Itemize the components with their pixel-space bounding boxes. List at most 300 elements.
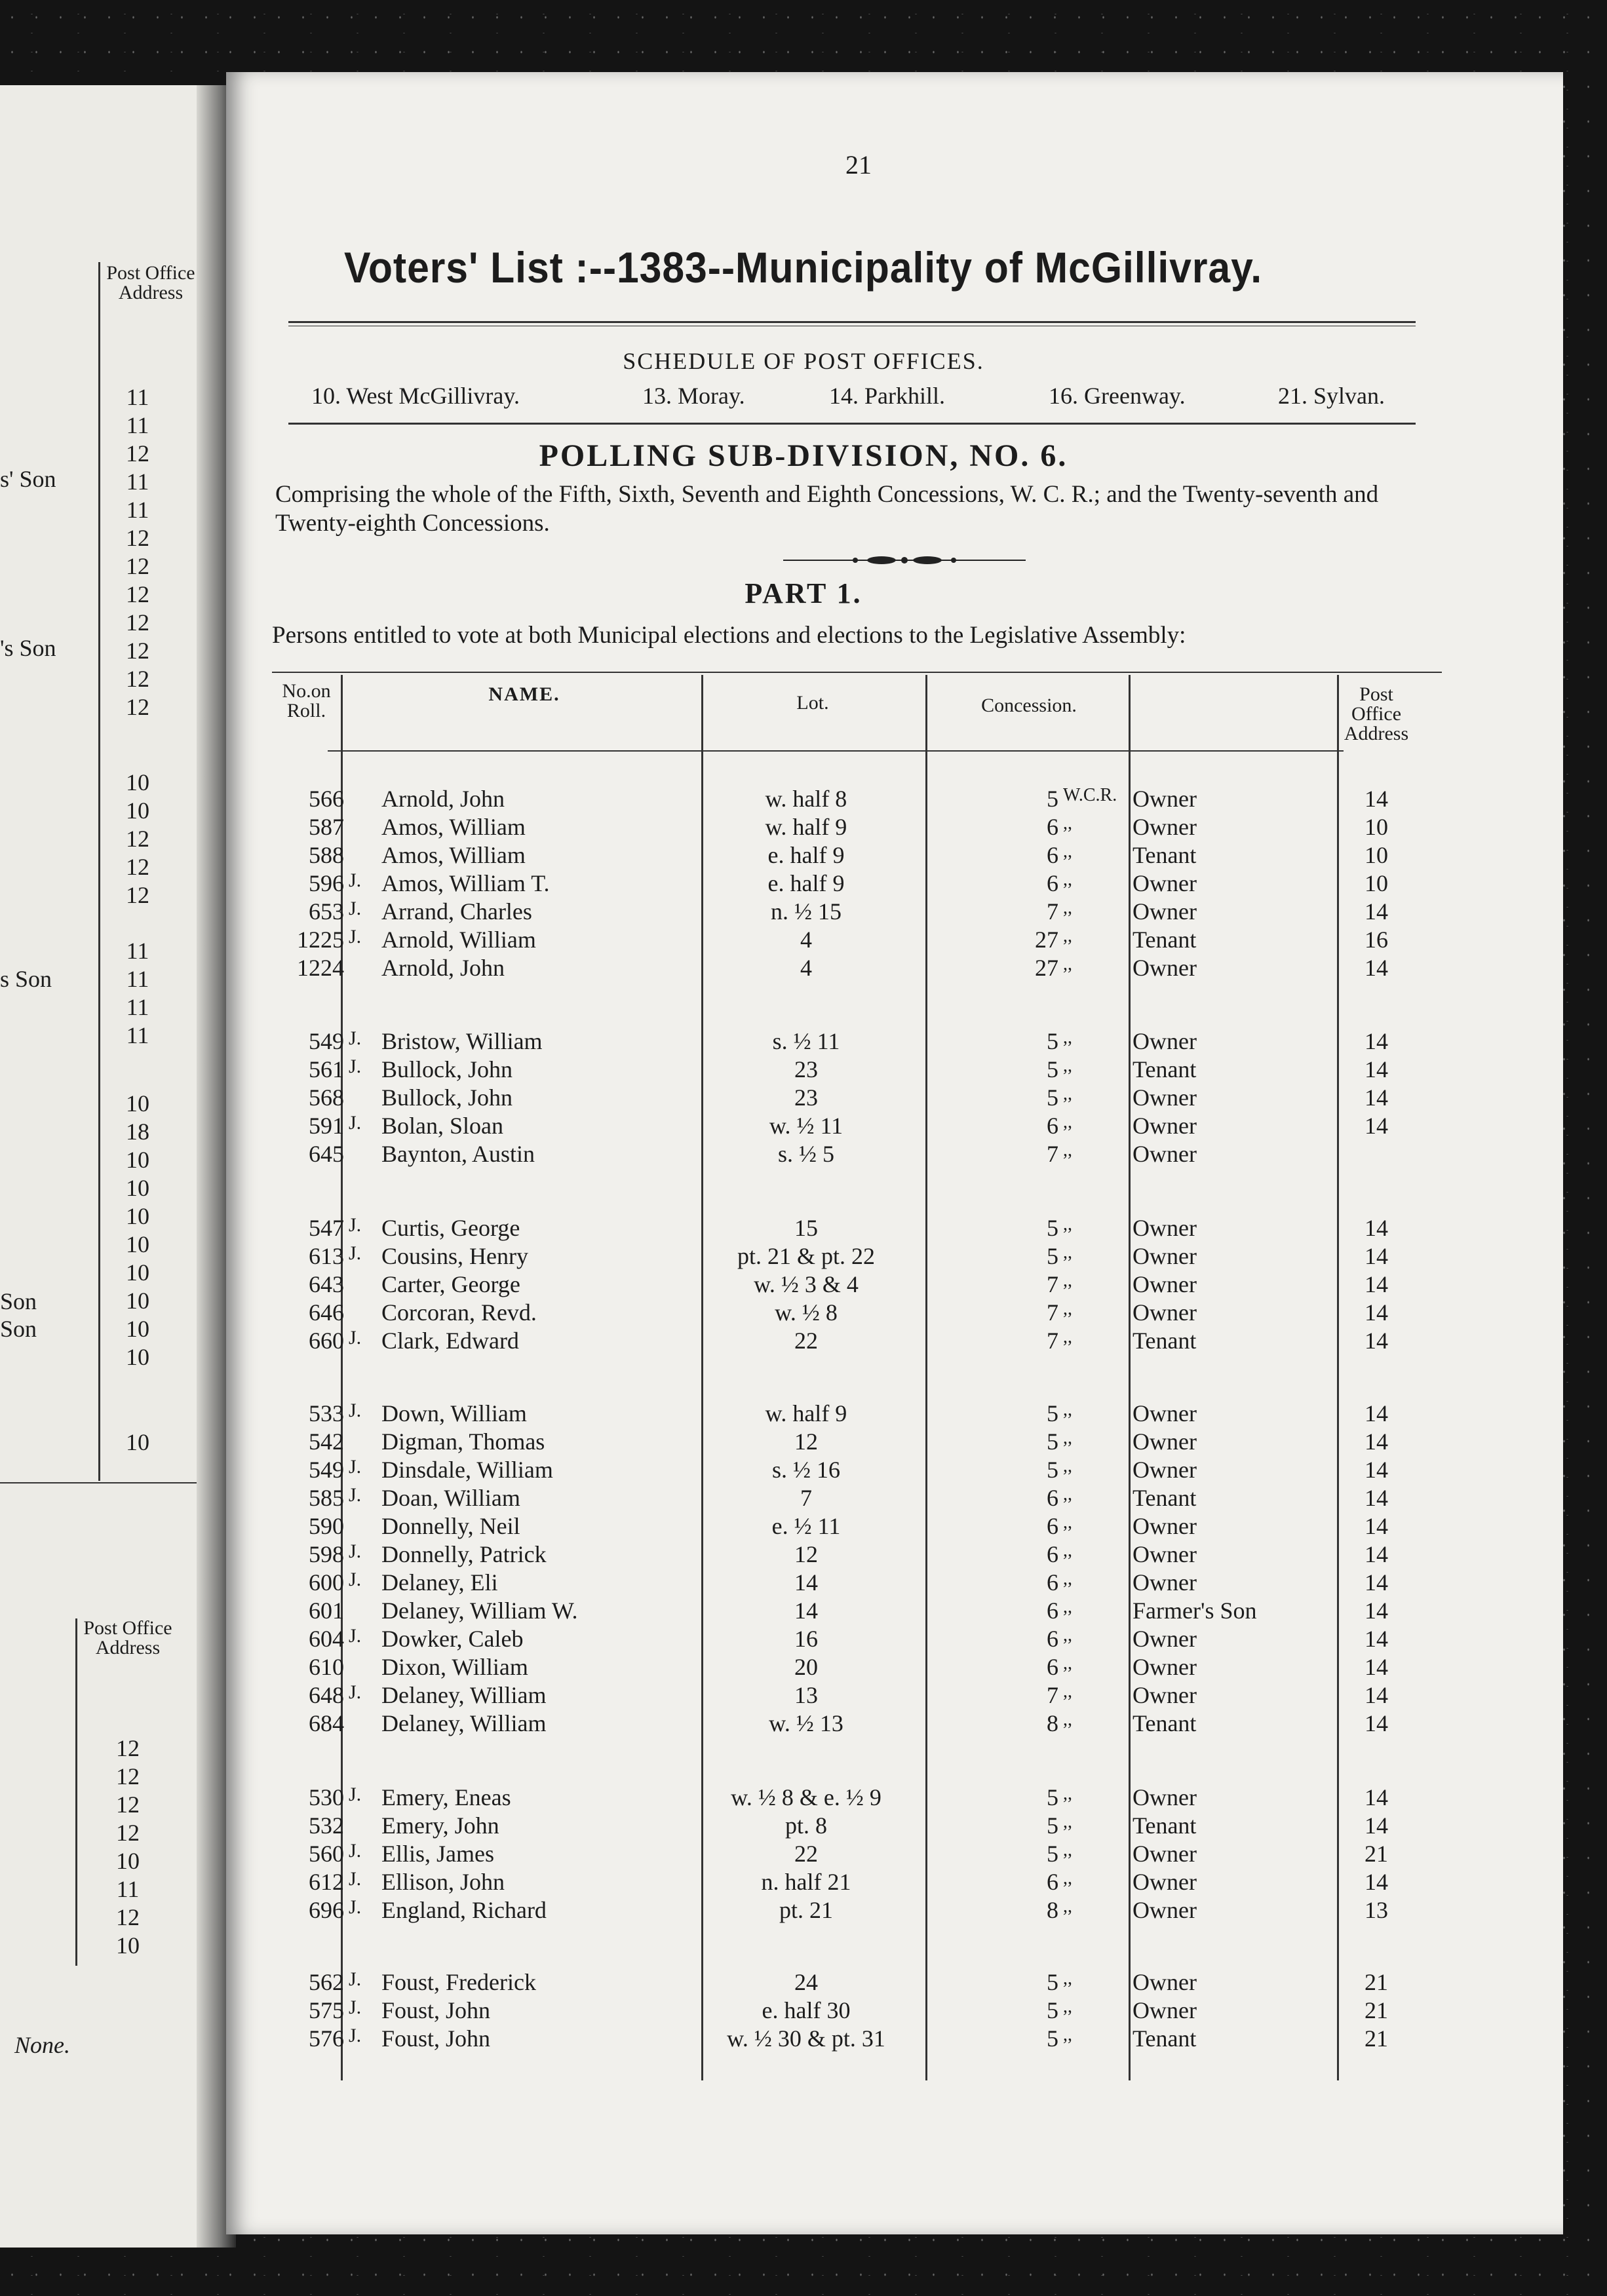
table-row — [0, 1784, 1607, 1811]
left-po-number: 12 — [126, 609, 149, 636]
concession-number: 5 — [1047, 786, 1058, 812]
lot-cell: 12 — [794, 1541, 818, 1567]
title-rule — [288, 321, 1416, 323]
concession-number: 5 — [1047, 1457, 1058, 1483]
status-cell: Owner — [1133, 1400, 1197, 1426]
roll-number: 542 — [309, 1428, 344, 1455]
concession-number: 6 — [1047, 1626, 1058, 1652]
concession-number: 7 — [1047, 1299, 1058, 1326]
table-row — [0, 1084, 1607, 1111]
lot-cell: e. half 9 — [767, 870, 845, 896]
status-cell: Tenant — [1133, 842, 1197, 868]
left-post-office-header: Post Office Address — [83, 1617, 172, 1658]
left-po-number: 11 — [126, 1022, 149, 1048]
left-po-number: 12 — [116, 1763, 140, 1789]
post-office-cell: 14 — [1365, 1056, 1388, 1082]
table-row — [0, 1840, 1607, 1867]
concession-number: 6 — [1047, 870, 1058, 896]
concession-number: 5 — [1047, 1428, 1058, 1455]
table-row — [0, 1027, 1607, 1055]
voter-name: Bullock, John — [381, 1084, 513, 1111]
roll-number: 643 — [309, 1271, 344, 1297]
left-po-number: 12 — [116, 1904, 140, 1930]
roll-number: 613 — [309, 1243, 344, 1269]
post-office-cell: 14 — [1365, 1457, 1388, 1483]
ditto-mark: ,, — [1063, 1271, 1072, 1291]
voter-name: Delaney, Eli — [381, 1569, 498, 1596]
juror-mark: J. — [349, 1569, 362, 1590]
lot-cell: 14 — [794, 1598, 818, 1624]
post-office-cell: 14 — [1365, 1485, 1388, 1511]
table-row — [0, 1597, 1607, 1624]
ditto-mark: ,, — [1063, 813, 1072, 833]
roll-number: 533 — [309, 1400, 344, 1426]
voter-name: Arnold, John — [381, 955, 505, 981]
table-row — [0, 1968, 1607, 1996]
ditto-mark: ,, — [1063, 1484, 1072, 1504]
concession-number: 5 — [1047, 1997, 1058, 2023]
lot-cell: s. ½ 5 — [777, 1141, 834, 1167]
voter-name: Digman, Thomas — [381, 1428, 545, 1455]
lot-cell: 15 — [794, 1215, 818, 1241]
post-office-cell: 14 — [1365, 1784, 1388, 1810]
voter-name: Arnold, John — [381, 786, 505, 812]
juror-mark: J. — [349, 1625, 362, 1647]
post-office-cell: 14 — [1365, 1271, 1388, 1297]
ditto-mark: ,, — [1063, 1997, 1072, 2017]
voter-name: Delaney, William W. — [381, 1598, 578, 1624]
concession-number: 6 — [1047, 1869, 1058, 1895]
left-po-number: 10 — [126, 1429, 149, 1455]
table-row — [0, 1653, 1607, 1681]
table-row — [0, 1428, 1607, 1455]
schedule-rule — [288, 423, 1416, 425]
juror-mark: J. — [349, 926, 362, 947]
lot-cell: w. ½ 11 — [769, 1113, 843, 1139]
status-cell: Owner — [1133, 1626, 1197, 1652]
voter-name: Ellis, James — [381, 1841, 494, 1867]
roll-number: 660 — [309, 1328, 344, 1354]
roll-number: 591 — [309, 1113, 344, 1139]
lot-cell: 23 — [794, 1056, 818, 1082]
concession-number: 8 — [1047, 1710, 1058, 1736]
left-post-office-header: Post Office Address — [106, 262, 195, 303]
voter-name: Arrand, Charles — [381, 898, 532, 925]
lot-cell: w. half 9 — [765, 1400, 847, 1426]
concession-number: 7 — [1047, 1328, 1058, 1354]
left-po-number: 11 — [126, 469, 149, 495]
table-row — [0, 1997, 1607, 2024]
ditto-mark: ,, — [1063, 1653, 1072, 1674]
status-cell: Owner — [1133, 1141, 1197, 1167]
table-row — [0, 926, 1607, 953]
post-office-cell: 14 — [1365, 1084, 1388, 1111]
lot-cell: e. half 9 — [767, 842, 845, 868]
post-office-cell: 14 — [1365, 1869, 1388, 1895]
post-office-cell: 14 — [1365, 1682, 1388, 1708]
voter-name: Amos, William — [381, 842, 526, 868]
juror-mark: J. — [349, 1896, 362, 1918]
ditto-mark: ,, — [1063, 1569, 1072, 1589]
post-office-cell: 14 — [1365, 786, 1388, 812]
roll-number: 596 — [309, 870, 344, 896]
post-office-item: 13. Moray. — [642, 383, 745, 409]
ditto-mark: ,, — [1063, 1056, 1072, 1076]
ditto-mark: ,, — [1063, 1112, 1072, 1132]
table-top-rule — [272, 672, 1442, 673]
voter-name: Emery, John — [381, 1812, 499, 1839]
lot-cell: 22 — [794, 1328, 818, 1354]
juror-mark: J. — [349, 898, 362, 919]
left-status-fragment: s Son — [0, 966, 52, 992]
post-office-cell: 14 — [1365, 1428, 1388, 1455]
table-row — [0, 1140, 1607, 1168]
ditto-mark: ,, — [1063, 898, 1072, 918]
concession-number: 5 — [1047, 1841, 1058, 1867]
ditto-mark: ,, — [1063, 1540, 1072, 1561]
post-office-item: 16. Greenway. — [1049, 383, 1186, 409]
post-office-cell: 14 — [1365, 1710, 1388, 1736]
table-row — [0, 1569, 1607, 1596]
voter-name: Dixon, William — [381, 1654, 528, 1680]
left-po-number: 12 — [126, 882, 149, 908]
juror-mark: J. — [349, 870, 362, 891]
status-cell: Owner — [1133, 814, 1197, 840]
roll-number: 560 — [309, 1841, 344, 1867]
voter-name: Foust, Frederick — [381, 1969, 536, 1995]
post-office-cell: 14 — [1365, 955, 1388, 981]
roll-number: 575 — [309, 1997, 344, 2023]
status-cell: Owner — [1133, 1215, 1197, 1241]
voter-name: Down, William — [381, 1400, 527, 1426]
eligibility-statement: Persons entitled to vote at both Municipal elections and elections to the Legislative Assembly: — [272, 622, 1186, 649]
juror-mark: J. — [349, 1112, 362, 1134]
concession-number: 7 — [1047, 1271, 1058, 1297]
post-office-cell: 14 — [1365, 1299, 1388, 1326]
table-row — [0, 898, 1607, 925]
left-po-number: 12 — [126, 854, 149, 880]
lot-cell: pt. 8 — [784, 1812, 827, 1839]
voter-name: Cousins, Henry — [381, 1243, 528, 1269]
juror-mark: J. — [349, 1327, 362, 1349]
table-row — [0, 1056, 1607, 1083]
post-office-cell: 10 — [1365, 842, 1388, 868]
concession-number: 5 — [1047, 1969, 1058, 1995]
status-cell: Owner — [1133, 1028, 1197, 1054]
lot-cell: w. ½ 13 — [769, 1710, 843, 1736]
page-title: Voters' List :--1383--Municipality of McGillivray. — [344, 243, 1263, 292]
wcr-label: W.C.R. — [1063, 785, 1117, 805]
voter-name: Donnelly, Neil — [381, 1513, 520, 1539]
lot-cell: 7 — [800, 1485, 812, 1511]
status-cell: Tenant — [1133, 1328, 1197, 1354]
post-office-cell: 14 — [1365, 1243, 1388, 1269]
voter-name: Delaney, William — [381, 1682, 547, 1708]
ditto-mark: ,, — [1063, 1597, 1072, 1617]
status-cell: Owner — [1133, 1243, 1197, 1269]
status-cell: Owner — [1133, 1654, 1197, 1680]
juror-mark: J. — [349, 1056, 362, 1077]
concession-number: 6 — [1047, 814, 1058, 840]
concession-number: 6 — [1047, 1598, 1058, 1624]
roll-number: 590 — [309, 1513, 344, 1539]
left-status-fragment: s' Son — [0, 466, 56, 492]
ditto-mark: ,, — [1063, 1214, 1072, 1234]
post-office-cell: 14 — [1365, 1569, 1388, 1596]
left-po-number: 10 — [126, 1090, 149, 1117]
ditto-mark: ,, — [1063, 2025, 1072, 2045]
left-po-number: 11 — [126, 994, 149, 1020]
ditto-mark: ,, — [1063, 1027, 1072, 1048]
table-row — [0, 1242, 1607, 1270]
post-office-cell: 14 — [1365, 1400, 1388, 1426]
lot-cell: e. ½ 11 — [771, 1513, 841, 1539]
juror-mark: J. — [349, 1540, 362, 1562]
polling-subdivision-heading: POLLING SUB-DIVISION, NO. 6. — [539, 438, 1068, 473]
concession-number: 5 — [1047, 1028, 1058, 1054]
juror-mark: J. — [349, 1868, 362, 1890]
voter-name: Bullock, John — [381, 1056, 513, 1082]
concession-number: 27 — [1035, 955, 1058, 981]
left-po-number: 12 — [116, 1791, 140, 1818]
voter-name: England, Richard — [381, 1897, 547, 1923]
header-name: NAME. — [488, 683, 560, 705]
post-office-cell: 21 — [1365, 1969, 1388, 1995]
concession-number: 5 — [1047, 1056, 1058, 1082]
left-po-number: 12 — [126, 694, 149, 720]
post-office-cell: 14 — [1365, 898, 1388, 925]
lot-cell: s. ½ 11 — [772, 1028, 840, 1054]
table-row — [0, 870, 1607, 897]
table-row — [0, 1299, 1607, 1326]
status-cell: Owner — [1133, 870, 1197, 896]
lot-cell: 12 — [794, 1428, 818, 1455]
left-po-number: 11 — [126, 938, 149, 964]
header-no-on-roll: No.on Roll. — [282, 680, 331, 721]
voter-name: Donnelly, Patrick — [381, 1541, 547, 1567]
voter-name: Foust, John — [381, 1997, 491, 2023]
left-po-number: 12 — [126, 666, 149, 692]
roll-number: 612 — [309, 1869, 344, 1895]
roll-number: 532 — [309, 1812, 344, 1839]
left-po-number: 10 — [126, 1147, 149, 1173]
post-office-cell: 13 — [1365, 1897, 1388, 1923]
roll-number: 530 — [309, 1784, 344, 1810]
status-cell: Tenant — [1133, 1812, 1197, 1839]
post-office-cell: 14 — [1365, 1626, 1388, 1652]
table-row — [0, 1112, 1607, 1139]
status-cell: Tenant — [1133, 1485, 1197, 1511]
lot-cell: 13 — [794, 1682, 818, 1708]
ditto-mark: ,, — [1063, 1710, 1072, 1730]
lot-cell: 4 — [800, 955, 812, 981]
ditto-mark: ,, — [1063, 1400, 1072, 1420]
lot-cell: 16 — [794, 1626, 818, 1652]
juror-mark: J. — [349, 1027, 362, 1049]
status-cell: Owner — [1133, 1271, 1197, 1297]
left-po-number: 12 — [126, 581, 149, 607]
status-cell: Owner — [1133, 1457, 1197, 1483]
lot-cell: n. half 21 — [761, 1869, 851, 1895]
juror-mark: J. — [349, 1242, 362, 1264]
juror-mark: J. — [349, 1840, 362, 1862]
lot-cell: n. ½ 15 — [771, 898, 842, 925]
post-office-cell: 14 — [1365, 1654, 1388, 1680]
ditto-mark: ,, — [1063, 954, 1072, 974]
juror-mark: J. — [349, 1997, 362, 2018]
post-office-cell: 14 — [1365, 1113, 1388, 1139]
concession-number: 27 — [1035, 927, 1058, 953]
roll-number: 600 — [309, 1569, 344, 1596]
ditto-mark: ,, — [1063, 1327, 1072, 1347]
table-row — [0, 1540, 1607, 1568]
lot-cell: 20 — [794, 1654, 818, 1680]
left-po-number: 11 — [126, 384, 149, 410]
status-cell: Tenant — [1133, 1056, 1197, 1082]
post-office-cell: 14 — [1365, 1328, 1388, 1354]
concession-number: 6 — [1047, 1654, 1058, 1680]
lot-cell: 4 — [800, 927, 812, 953]
post-office-cell: 14 — [1365, 1513, 1388, 1539]
table-row — [0, 1812, 1607, 1839]
left-po-number: 10 — [116, 1932, 140, 1959]
table-row — [0, 1710, 1607, 1737]
table-row — [0, 1400, 1607, 1427]
lot-cell: pt. 21 & pt. 22 — [737, 1243, 875, 1269]
lot-cell: 14 — [794, 1569, 818, 1596]
ditto-mark: ,, — [1063, 1084, 1072, 1104]
ditto-mark: ,, — [1063, 1140, 1072, 1160]
concession-number: 5 — [1047, 2025, 1058, 2052]
status-cell: Owner — [1133, 1084, 1197, 1111]
ornament-divider — [783, 556, 1026, 565]
roll-number: 610 — [309, 1654, 344, 1680]
roll-number: 562 — [309, 1969, 344, 1995]
concession-number: 6 — [1047, 1541, 1058, 1567]
ditto-mark: ,, — [1063, 1812, 1072, 1832]
voter-name: Amos, William T. — [381, 870, 550, 896]
concession-number: 6 — [1047, 1113, 1058, 1139]
left-po-number: 11 — [116, 1876, 140, 1902]
post-office-cell: 21 — [1365, 1841, 1388, 1867]
table-row — [0, 1512, 1607, 1540]
post-office-cell: 10 — [1365, 814, 1388, 840]
ditto-mark: ,, — [1063, 1299, 1072, 1319]
lot-cell: 23 — [794, 1084, 818, 1111]
table-row — [0, 1681, 1607, 1709]
left-status-fragment: Son — [0, 1288, 37, 1314]
concession-number: 5 — [1047, 1215, 1058, 1241]
table-row — [0, 1484, 1607, 1512]
left-po-number: 12 — [116, 1735, 140, 1761]
voter-name: Carter, George — [381, 1271, 520, 1297]
left-po-number: 10 — [126, 1203, 149, 1229]
left-po-number: 10 — [126, 1316, 149, 1342]
voter-name: Foust, John — [381, 2025, 491, 2052]
juror-mark: J. — [349, 2025, 362, 2046]
part-heading: PART 1. — [745, 577, 862, 609]
ditto-mark: ,, — [1063, 1840, 1072, 1860]
concession-number: 5 — [1047, 1243, 1058, 1269]
table-row — [0, 1868, 1607, 1896]
concession-number: 6 — [1047, 842, 1058, 868]
voter-name: Bolan, Sloan — [381, 1113, 503, 1139]
lot-cell: w. ½ 3 & 4 — [754, 1271, 859, 1297]
page-number: 21 — [845, 150, 872, 180]
lot-cell: 22 — [794, 1841, 818, 1867]
lot-cell: s. ½ 16 — [771, 1457, 840, 1483]
ditto-mark: ,, — [1063, 1784, 1072, 1804]
table-row — [0, 785, 1607, 813]
status-cell: Owner — [1133, 1869, 1197, 1895]
roll-number: 598 — [309, 1541, 344, 1567]
status-cell: Owner — [1133, 786, 1197, 812]
voter-name: Ellison, John — [381, 1869, 505, 1895]
status-cell: Tenant — [1133, 927, 1197, 953]
subdivision-description: Comprising the whole of the Fifth, Sixth, Seventh and Eighth Concessions, W. C. R.; and the Twenty-seventh and Twenty-eighth Concessions. — [275, 481, 1379, 537]
ditto-mark: ,, — [1063, 1242, 1072, 1263]
voter-name: Emery, Eneas — [381, 1784, 511, 1810]
ditto-mark: ,, — [1063, 1625, 1072, 1645]
juror-mark: J. — [349, 1400, 362, 1421]
status-cell: Owner — [1133, 1513, 1197, 1539]
voter-name: Dowker, Caleb — [381, 1626, 524, 1652]
juror-mark: J. — [349, 1968, 362, 1990]
voter-name: Arnold, William — [381, 927, 536, 953]
ditto-mark: ,, — [1063, 841, 1072, 862]
concession-number: 6 — [1047, 1513, 1058, 1539]
left-po-number: 12 — [126, 638, 149, 664]
left-po-number: 12 — [126, 525, 149, 551]
lot-cell: e. half 30 — [762, 1997, 851, 2023]
lot-cell: w. ½ 8 & e. ½ 9 — [731, 1784, 881, 1810]
status-cell: Owner — [1133, 1969, 1197, 1995]
table-row — [0, 1456, 1607, 1483]
lot-cell: w. ½ 30 & pt. 31 — [727, 2025, 885, 2052]
left-po-number: 18 — [126, 1119, 149, 1145]
left-po-number: 10 — [126, 1288, 149, 1314]
status-cell: Owner — [1133, 1299, 1197, 1326]
table-row — [0, 841, 1607, 869]
roll-number: 576 — [309, 2025, 344, 2052]
header-concession: Concession. — [981, 695, 1077, 716]
table-row — [0, 1271, 1607, 1298]
roll-number: 547 — [309, 1215, 344, 1241]
lot-cell: w. ½ 8 — [775, 1299, 838, 1326]
roll-number: 568 — [309, 1084, 344, 1111]
voter-name: Clark, Edward — [381, 1328, 519, 1354]
status-cell: Owner — [1133, 1428, 1197, 1455]
left-none-text: None. — [14, 2032, 70, 2058]
post-office-cell: 10 — [1365, 870, 1388, 896]
roll-number: 549 — [309, 1028, 344, 1054]
post-office-item: 21. Sylvan. — [1278, 383, 1385, 409]
table-row — [0, 1625, 1607, 1653]
juror-mark: J. — [349, 1784, 362, 1805]
table-row — [0, 1896, 1607, 1924]
left-po-number: 10 — [126, 769, 149, 795]
left-po-number: 10 — [116, 1848, 140, 1874]
header-post-office: Post Office Address — [1344, 683, 1409, 744]
roll-number: 587 — [309, 814, 344, 840]
concession-number: 6 — [1047, 1485, 1058, 1511]
status-cell: Owner — [1133, 1682, 1197, 1708]
status-cell: Tenant — [1133, 1710, 1197, 1736]
ditto-mark: ,, — [1063, 1896, 1072, 1917]
ditto-mark: ,, — [1063, 1456, 1072, 1476]
table-row — [0, 954, 1607, 982]
voter-name: Amos, William — [381, 814, 526, 840]
